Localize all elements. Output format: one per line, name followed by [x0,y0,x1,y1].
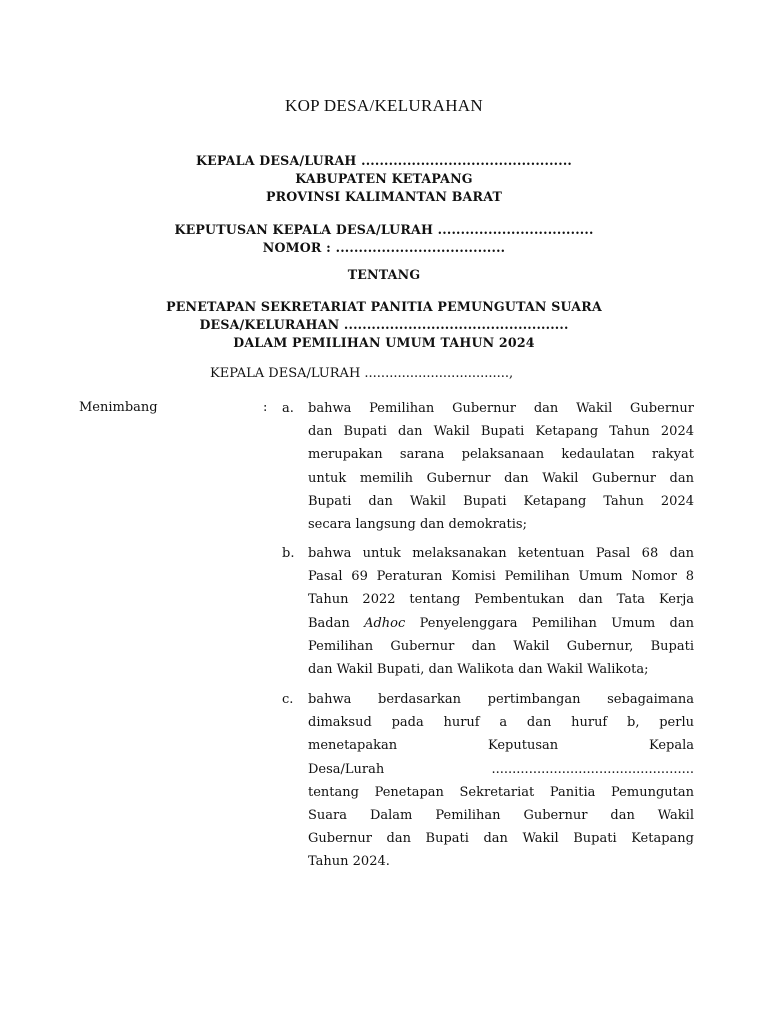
subject-line-2: DESA/KELURAHAN ................................................. [199,317,569,332]
decree-number: NOMOR : ..................................... [262,240,506,255]
decree-heading [0,221,768,257]
item-text [308,542,694,681]
issuer-kepala: KEPALA DESA/LURAH .............................................. [195,153,573,168]
subject-line-1: PENETAPAN SEKRETARIAT PANITIA PEMUNGUTAN SUARA [166,299,602,314]
item-line: merupakan sarana pelaksanaan kedaulatan rakyat [308,447,694,463]
item-line: dan Wakil Bupati, dan Walikota dan Wakil Walikota; [308,662,649,678]
item-line: bahwa untuk melaksanakan ketentuan Pasal 68 dan [308,546,694,561]
item-line: Badan Adhoc Penyelenggara Pemilihan Umum dan [308,615,694,631]
menimbang-colon: : [263,400,268,415]
item-text [308,397,694,536]
issuer-kabupaten: KABUPATEN KETAPANG [295,171,473,186]
item-letter: c. [282,692,294,707]
item-line: Tahun 2024. [308,854,390,870]
italic-term: Adhoc [364,615,406,631]
item-line: bahwa berdasarkan pertimbangan sebagaimana [308,692,694,707]
item-line: bahwa Pemilihan Gubernur dan Wakil Gubernur [308,401,694,416]
item-line: Tahun 2022 tentang Pembentukan dan Tata Kerja [308,592,694,608]
issuer-provinsi: PROVINSI KALIMANTAN BARAT [265,189,503,204]
item-line: tentang Penetapan Sekretariat Panitia Pemungutan [308,784,694,800]
item-line: dan Bupati dan Wakil Bupati Ketapang Tahun 2024 [308,424,694,440]
item-line: Desa/Lurah ................................................. [308,761,694,777]
tentang-label [0,266,768,284]
decree-subject [0,298,768,352]
item-line: Gubernur dan Bupati dan Wakil Bupati Ketapang [308,831,694,847]
decree-title: KEPUTUSAN KEPALA DESA/LURAH .................................. [174,222,594,237]
item-line: secara langsung dan demokratis; [308,517,527,533]
kepala-intro-line: KEPALA DESA/LURAH ..................................., [210,366,514,381]
consideration-item-c [282,688,694,874]
tentang-text: TENTANG [347,267,421,282]
item-text [308,688,694,874]
item-letter: a. [282,401,294,416]
item-line: dimaksud pada huruf a dan huruf b, perlu [308,715,694,731]
consideration-item-a [282,397,694,536]
letterhead-placeholder: KOP DESA/KELURAHAN [285,96,483,115]
item-letter: b. [282,546,295,561]
consideration-item-b [282,542,694,681]
item-line: Pemilihan Gubernur dan Wakil Gubernur, Bupati [308,638,694,654]
issuer-block [0,152,768,206]
subject-line-3: DALAM PEMILIHAN UMUM TAHUN 2024 [233,335,535,350]
item-line: Pasal 69 Peraturan Komisi Pemilihan Umum Nomor 8 [308,569,694,585]
item-line: untuk memilih Gubernur dan Wakil Gubernur dan [308,470,694,486]
item-line: menetapakan Keputusan Kepala [308,738,694,754]
item-line: Bupati dan Wakil Bupati Ketapang Tahun 2024 [308,493,694,509]
menimbang-label: Menimbang [79,400,158,415]
item-line: Suara Dalam Pemilihan Gubernur dan Wakil [308,808,694,824]
